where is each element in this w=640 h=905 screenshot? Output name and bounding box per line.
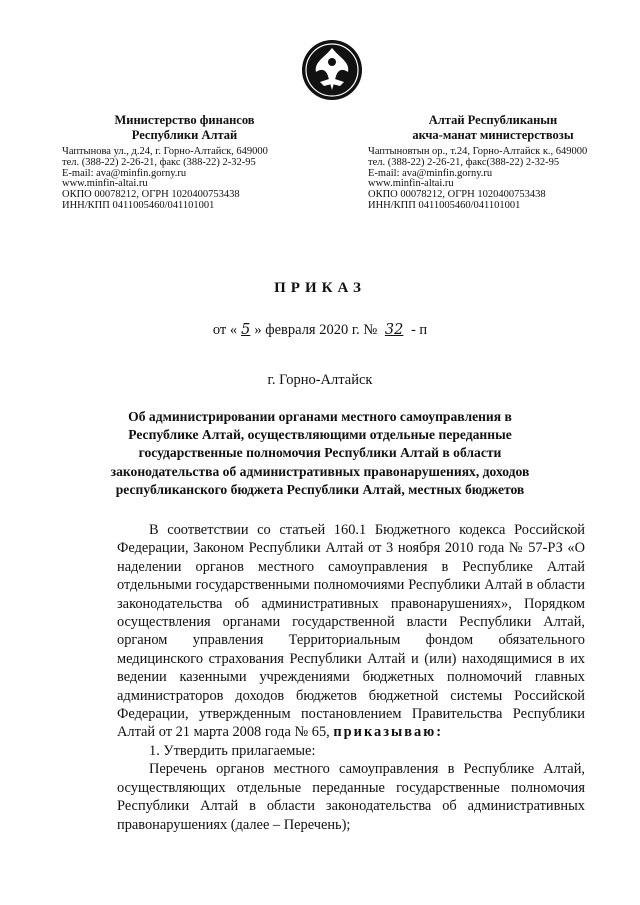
address-line: ОКПО 00078212, ОГРН 1020400753438	[368, 189, 546, 201]
address-line: ОКПО 00078212, ОГРН 1020400753438	[62, 189, 240, 201]
address-line: ИНН/КПП 0411005460/041101001	[368, 199, 521, 211]
address-line: www.minfin-altai.ru	[368, 178, 454, 190]
org-name: Алтай Республиканын акча-манат министерствозы	[412, 113, 574, 142]
coat-of-arms-icon	[300, 38, 364, 102]
list-item: 1. Утвердить прилагаемые:	[149, 742, 316, 759]
address-line: E-mail: ava@minfin.gorny.ru	[368, 167, 493, 179]
address-line: Чаптыновтын ор., т.24, Горно-Алтайск к., 649000	[368, 146, 588, 157]
city: г. Горно-Алтайск	[267, 372, 373, 388]
address-line: www.minfin-altai.ru	[62, 178, 148, 190]
handwritten-day: 5	[241, 322, 251, 338]
document-title: ПРИКАЗ	[274, 280, 366, 296]
org-address	[62, 147, 307, 212]
address-line: тел. (388-22) 2-26-21, факс (388-22) 2-32-95	[62, 156, 256, 168]
order-date-number: от « 5 » февраля 2020 г. № 32 - п	[212, 322, 428, 338]
org-name: Министерство финансов Республики Алтай	[114, 113, 255, 142]
ministry-header-altai	[368, 113, 618, 212]
order-subject: Об администрировании органами местного самоуправления в Республике Алтай, осуществляющими отдельные переданные государственные полномочия Республики Алтай в области законодательства об административных правонарушениях, доходов республиканского бюджета Республики Алтай, местных бюджетов	[110, 409, 530, 497]
ministry-header-russian	[62, 113, 307, 212]
address-line: Чаптынова ул., д.24, г. Горно-Алтайск, 649000	[62, 146, 268, 157]
address-line: ИНН/КПП 0411005460/041101001	[62, 199, 215, 211]
order-body	[117, 521, 585, 834]
list-paragraph: Перечень органов местного самоуправления в Республике Алтай, осуществляющих отдельные переданные государственные полномочия Республики Алтай в области законодательства об административных правонарушениях (далее – Перечень);	[117, 761, 585, 833]
address-line: тел. (388-22) 2-26-21, факс(388-22) 2-32-95	[368, 156, 560, 168]
address-line: E-mail: ava@minfin.gorny.ru	[62, 167, 187, 179]
order-word: приказываю:	[333, 724, 444, 741]
handwritten-number: 32	[384, 322, 404, 338]
preamble-paragraph: В соответствии со статьей 160.1 Бюджетного кодекса Российской Федерации, Законом Республики Алтай от 3 ноября 2010 года № 57-РЗ «О наделении органов местного самоуправления в Республике Алтай отдельными государственными полномочиями Республики Алтай в области законодательства об административных правонарушениях», Порядком осуществления органами государственной власти Республики Алтай, органом управления Территориальным фондом обязательного медицинского страхования Республики Алтай и (или) находящимися в их ведении казенными учреждениями бюджетных полномочий главных администраторов доходов бюджетов бюджетной системы Российской Федерации, утвержденным постановлением Правительства Республики Алтай от 21 марта 2008 года № 65, приказываю:	[117, 522, 585, 741]
org-address	[368, 147, 618, 212]
